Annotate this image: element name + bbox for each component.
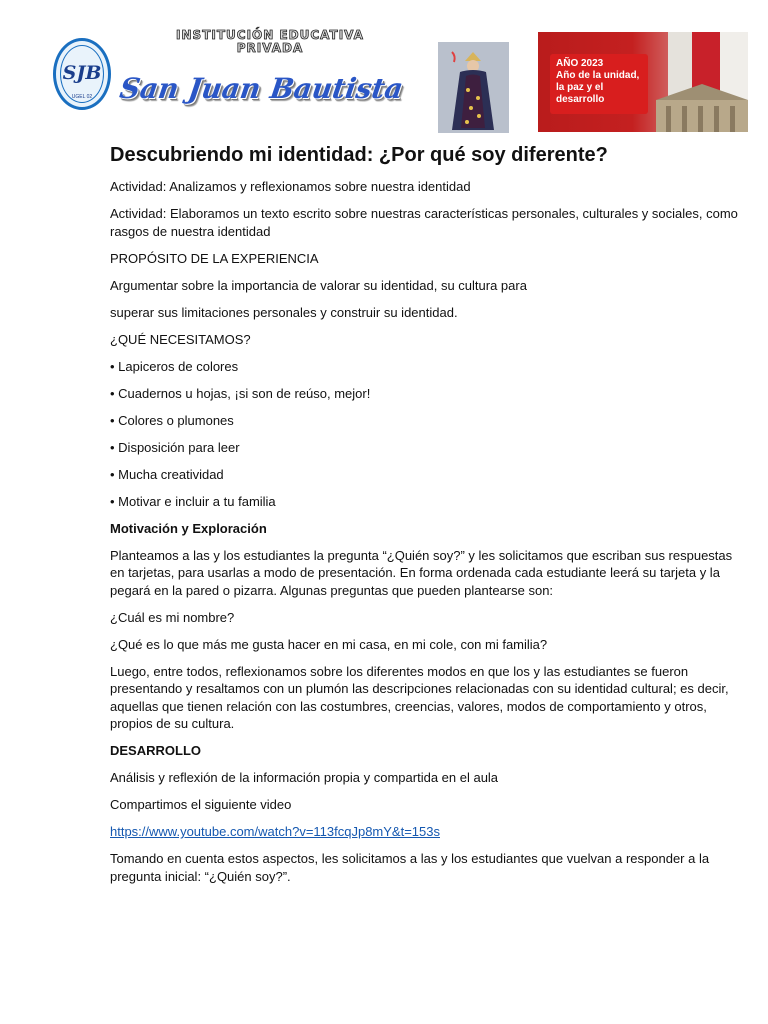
question-1: ¿Cuál es mi nombre? — [110, 609, 235, 625]
school-name: San Juan Bautista — [117, 72, 406, 105]
development-heading: DESARROLLO — [110, 743, 201, 758]
needs-heading: ¿QUÉ NECESITAMOS? — [110, 331, 251, 347]
closing-text: Tomando en cuenta estos aspectos, les solicitamos a las y los estudiantes que vuelvan a responder a la pregunta inicial: “¿Quién soy?”. — [110, 851, 710, 884]
institution-type-line1: INSTITUCIÓN EDUCATIVA — [176, 28, 364, 42]
list-item: • Lapiceros de colores — [110, 358, 239, 374]
list-item: • Motivar e incluir a tu familia — [110, 493, 276, 509]
question-2: ¿Qué es lo que más me gusta hacer en mi casa, en mi cole, con mi familia? — [110, 636, 548, 652]
saint-image — [438, 42, 509, 133]
document-header — [0, 0, 768, 140]
list-item: • Colores o plumones — [110, 412, 234, 428]
purpose-line-1: Argumentar sobre la importancia de valorar su identidad, su cultura para — [110, 277, 527, 293]
motivation-heading: Motivación y Exploración — [110, 520, 267, 536]
year-banner — [538, 32, 748, 132]
logo-ring-text: UGEL 02 — [71, 94, 93, 100]
video-link[interactable]: https://www.youtube.com/watch?v=113fcqJp8mY&t=153s — [110, 824, 440, 839]
school-logo — [53, 38, 111, 110]
purpose-line-2: superar sus limitaciones personales y construir su identidad. — [110, 304, 458, 320]
banner-motto: Año de la unidad, la paz y el desarrollo — [556, 70, 640, 105]
list-item: • Cuadernos u hojas, ¡si son de reúso, mejor! — [110, 385, 371, 401]
analysis-text: Análisis y reflexión de la información propia y compartida en el aula — [110, 770, 499, 785]
institution-type-line2: PRIVADA — [236, 41, 304, 55]
page-title: Descubriendo mi identidad: ¿Por qué soy diferente? — [110, 144, 608, 166]
logo-initials: SJB — [62, 62, 102, 84]
purpose-heading: PROPÓSITO DE LA EXPERIENCIA — [110, 250, 319, 266]
share-video-text: Compartimos el siguiente video — [110, 797, 292, 812]
list-item: • Disposición para leer — [110, 439, 240, 455]
document-body — [110, 140, 740, 895]
activity-2: Actividad: Elaboramos un texto escrito sobre nuestras características personales, culturales y sociales, como rasgos de nuestra identidad — [110, 206, 738, 239]
activity-1: Actividad: Analizamos y reflexionamos sobre nuestra identidad — [110, 179, 471, 194]
list-item: • Mucha creatividad — [110, 466, 224, 482]
banner-year: AÑO 2023 — [556, 58, 604, 69]
reflection-text: Luego, entre todos, reflexionamos sobre los diferentes modos en que los y las estudiantes se fueron presentando y resaltamos con un plumón las descripciones relacionadas con su identidad cultural; es decir, aquellas que tienen relación con las costumbres, creencias, valores, modos de comportamiento y otros, propios de su cultura. — [110, 663, 729, 731]
motivation-text: Planteamos a las y los estudiantes la pregunta “¿Quién soy?” y les solicitamos que escriban sus respuestas en tarjetas, para usarlas a modo de presentación. En forma ordenada cada estudiante leerá su tarjeta y la pegará en la pared o pizarra. Algunas preguntas que pueden plantearse son: — [110, 547, 733, 598]
